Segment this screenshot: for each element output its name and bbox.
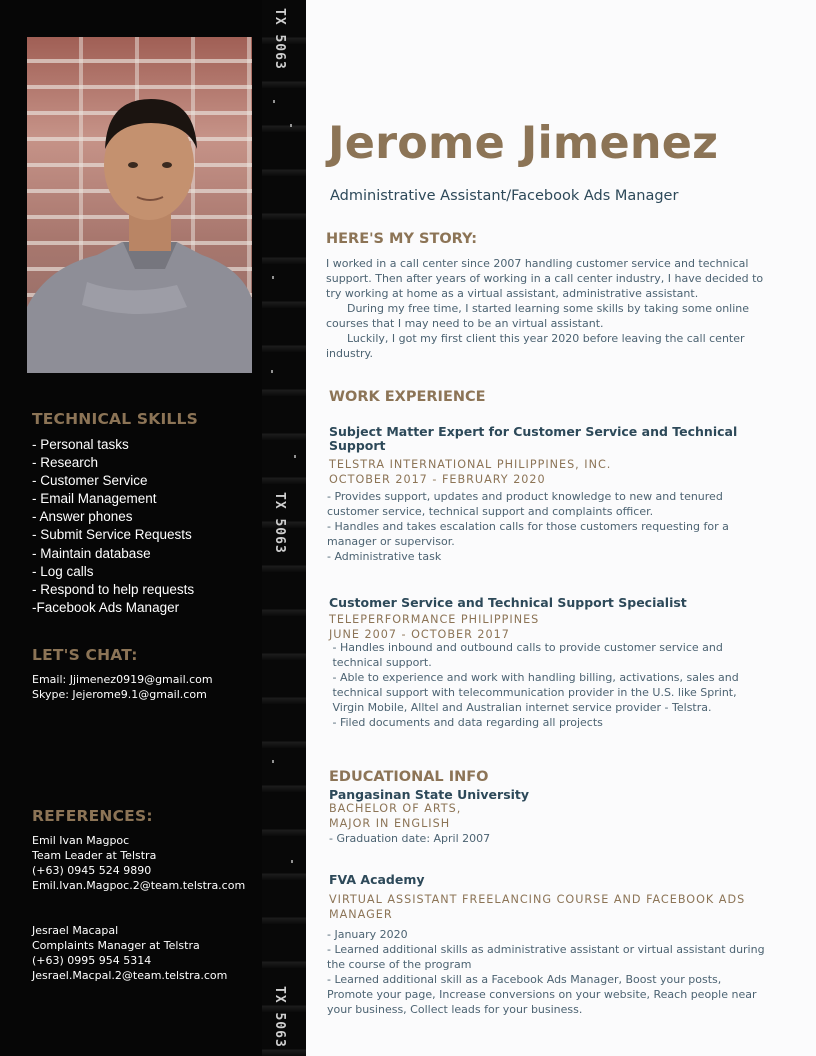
text-line: - Handles and takes escalation calls for those customers requesting for a bbox=[327, 520, 729, 533]
list-item: - Personal tasks bbox=[32, 437, 129, 452]
text-line: manager or supervisor. bbox=[327, 535, 455, 548]
reference-role: Complaints Manager at Telstra bbox=[32, 939, 200, 952]
school-1-details bbox=[329, 831, 490, 846]
text-line: MAJOR IN ENGLISH bbox=[329, 817, 451, 830]
list-item: -Facebook Ads Manager bbox=[32, 599, 180, 615]
person-silhouette bbox=[27, 37, 252, 373]
job-role-subtitle: Administrative Assistant/Facebook Ads Manager bbox=[330, 188, 679, 204]
text-line: - Able to experience and work with handling billing, activations, sales and bbox=[329, 671, 739, 684]
text-line: - Filed documents and data regarding all projects bbox=[329, 716, 603, 729]
text-line: support. Then after years of working in a call center industry, I have decided to bbox=[326, 272, 764, 285]
text-line: Luckily, I got my first client this year 2020 before leaving the call center bbox=[326, 332, 745, 345]
list-item: - Submit Service Requests bbox=[32, 527, 192, 543]
text-line: customer service, technical support and complaints officer. bbox=[327, 505, 654, 518]
text-line: I worked in a call center since 2007 handling customer service and technical bbox=[326, 257, 749, 270]
story-paragraph bbox=[326, 256, 763, 361]
film-code-middle: TX 5063 bbox=[272, 492, 287, 554]
profile-photo bbox=[27, 37, 252, 373]
list-item: - Research bbox=[32, 455, 99, 471]
film-code-top: TX 5063 bbox=[272, 8, 287, 70]
reference-phone: (+63) 0945 524 9890 bbox=[32, 864, 152, 877]
school-2-program bbox=[329, 892, 745, 922]
contact-skype[interactable]: Skype: Jejerome9.1@gmail.com bbox=[32, 688, 207, 701]
text-line: the course of the program bbox=[327, 958, 472, 971]
list-item: - Customer Service bbox=[32, 473, 148, 489]
list-item: - Log calls bbox=[32, 563, 94, 579]
reference-2 bbox=[32, 923, 227, 983]
skills-list bbox=[32, 436, 194, 617]
reference-email[interactable]: Emil.Ivan.Magpoc.2@team.telstra.com bbox=[32, 879, 246, 892]
text-line: BACHELOR OF ARTS, bbox=[329, 802, 462, 815]
reference-role: Team Leader at Telstra bbox=[32, 849, 157, 862]
text-line: MANAGER bbox=[329, 908, 393, 921]
text-line: technical support with telecommunication provider in the U.S. like Sprint, bbox=[329, 686, 737, 699]
reference-name: Jesrael Macapal bbox=[32, 924, 119, 937]
page-title: Jerome Jimenez bbox=[328, 118, 719, 169]
film-code-bottom: TX 5063 bbox=[272, 986, 287, 1048]
text-line: technical support. bbox=[329, 656, 432, 669]
school-1-program bbox=[329, 801, 461, 831]
reference-name: Emil Ivan Magpoc bbox=[32, 834, 130, 847]
text-line: - Graduation date: April 2007 bbox=[329, 832, 491, 845]
work-heading: WORK EXPERIENCE bbox=[329, 389, 486, 405]
job-2-dates: JUNE 2007 - OCTOBER 2017 bbox=[329, 628, 510, 641]
list-item: - Maintain database bbox=[32, 545, 151, 561]
text-line: try working at home as a virtual assistant, administrative assistant. bbox=[326, 287, 699, 300]
text-line: Virgin Mobile, Alltel and Australian internet service provider - Telstra. bbox=[329, 701, 712, 714]
list-item: - Answer phones bbox=[32, 509, 133, 525]
text-line: courses that I may need to be an virtual assistant. bbox=[326, 317, 604, 330]
job-1-title: Subject Matter Expert for Customer Service and Technical Support bbox=[329, 424, 738, 453]
chat-heading: LET'S CHAT: bbox=[32, 646, 138, 664]
references-heading: REFERENCES: bbox=[32, 807, 153, 825]
contact-block bbox=[32, 672, 213, 702]
story-heading: HERE'S MY STORY: bbox=[326, 231, 478, 247]
school-1-name: Pangasinan State University bbox=[329, 787, 530, 802]
job-2-company: TELEPERFORMANCE PHILIPPINES bbox=[329, 613, 540, 626]
text-line: During my free time, I started learning some skills by taking some online bbox=[326, 302, 750, 315]
text-line: industry. bbox=[326, 347, 373, 360]
reference-1 bbox=[32, 833, 245, 893]
job-2-description bbox=[329, 640, 739, 730]
job-1-company: TELSTRA INTERNATIONAL PHILIPPINES, INC. bbox=[329, 458, 612, 471]
school-2-name: FVA Academy bbox=[329, 872, 425, 887]
list-item: - Email Management bbox=[32, 491, 157, 507]
reference-phone: (+63) 0995 954 5314 bbox=[32, 954, 152, 967]
text-line: - Learned additional skill as a Facebook Ads Manager, Boost your posts, bbox=[327, 973, 722, 986]
reference-email[interactable]: Jesrael.Macpal.2@team.telstra.com bbox=[32, 969, 228, 982]
text-line: VIRTUAL ASSISTANT FREELANCING COURSE AND FACEBOOK ADS bbox=[329, 893, 746, 906]
text-line: - Provides support, updates and product knowledge to new and tenured bbox=[327, 490, 723, 503]
contact-email[interactable]: Email: Jjimenez0919@gmail.com bbox=[32, 673, 213, 686]
job-1-description bbox=[327, 489, 729, 564]
text-line: - January 2020 bbox=[327, 928, 408, 941]
education-heading: EDUCATIONAL INFO bbox=[329, 769, 489, 785]
list-item: - Respond to help requests bbox=[32, 581, 195, 597]
school-2-details bbox=[327, 927, 765, 1017]
text-line: - Learned additional skills as administrative assistant or virtual assistant during bbox=[327, 943, 765, 956]
text-line: Promote your page, Increase conversions on your website, Reach people near bbox=[327, 988, 757, 1001]
job-2-title: Customer Service and Technical Support Specialist bbox=[329, 595, 687, 610]
text-line: - Handles inbound and outbound calls to provide customer service and bbox=[329, 641, 723, 654]
text-line: your business, Collect leads for your business. bbox=[327, 1003, 583, 1016]
job-1-dates: OCTOBER 2017 - FEBRUARY 2020 bbox=[329, 473, 546, 486]
skills-heading: TECHNICAL SKILLS bbox=[32, 410, 198, 428]
sidebar bbox=[0, 0, 306, 1056]
text-line: - Administrative task bbox=[327, 550, 442, 563]
